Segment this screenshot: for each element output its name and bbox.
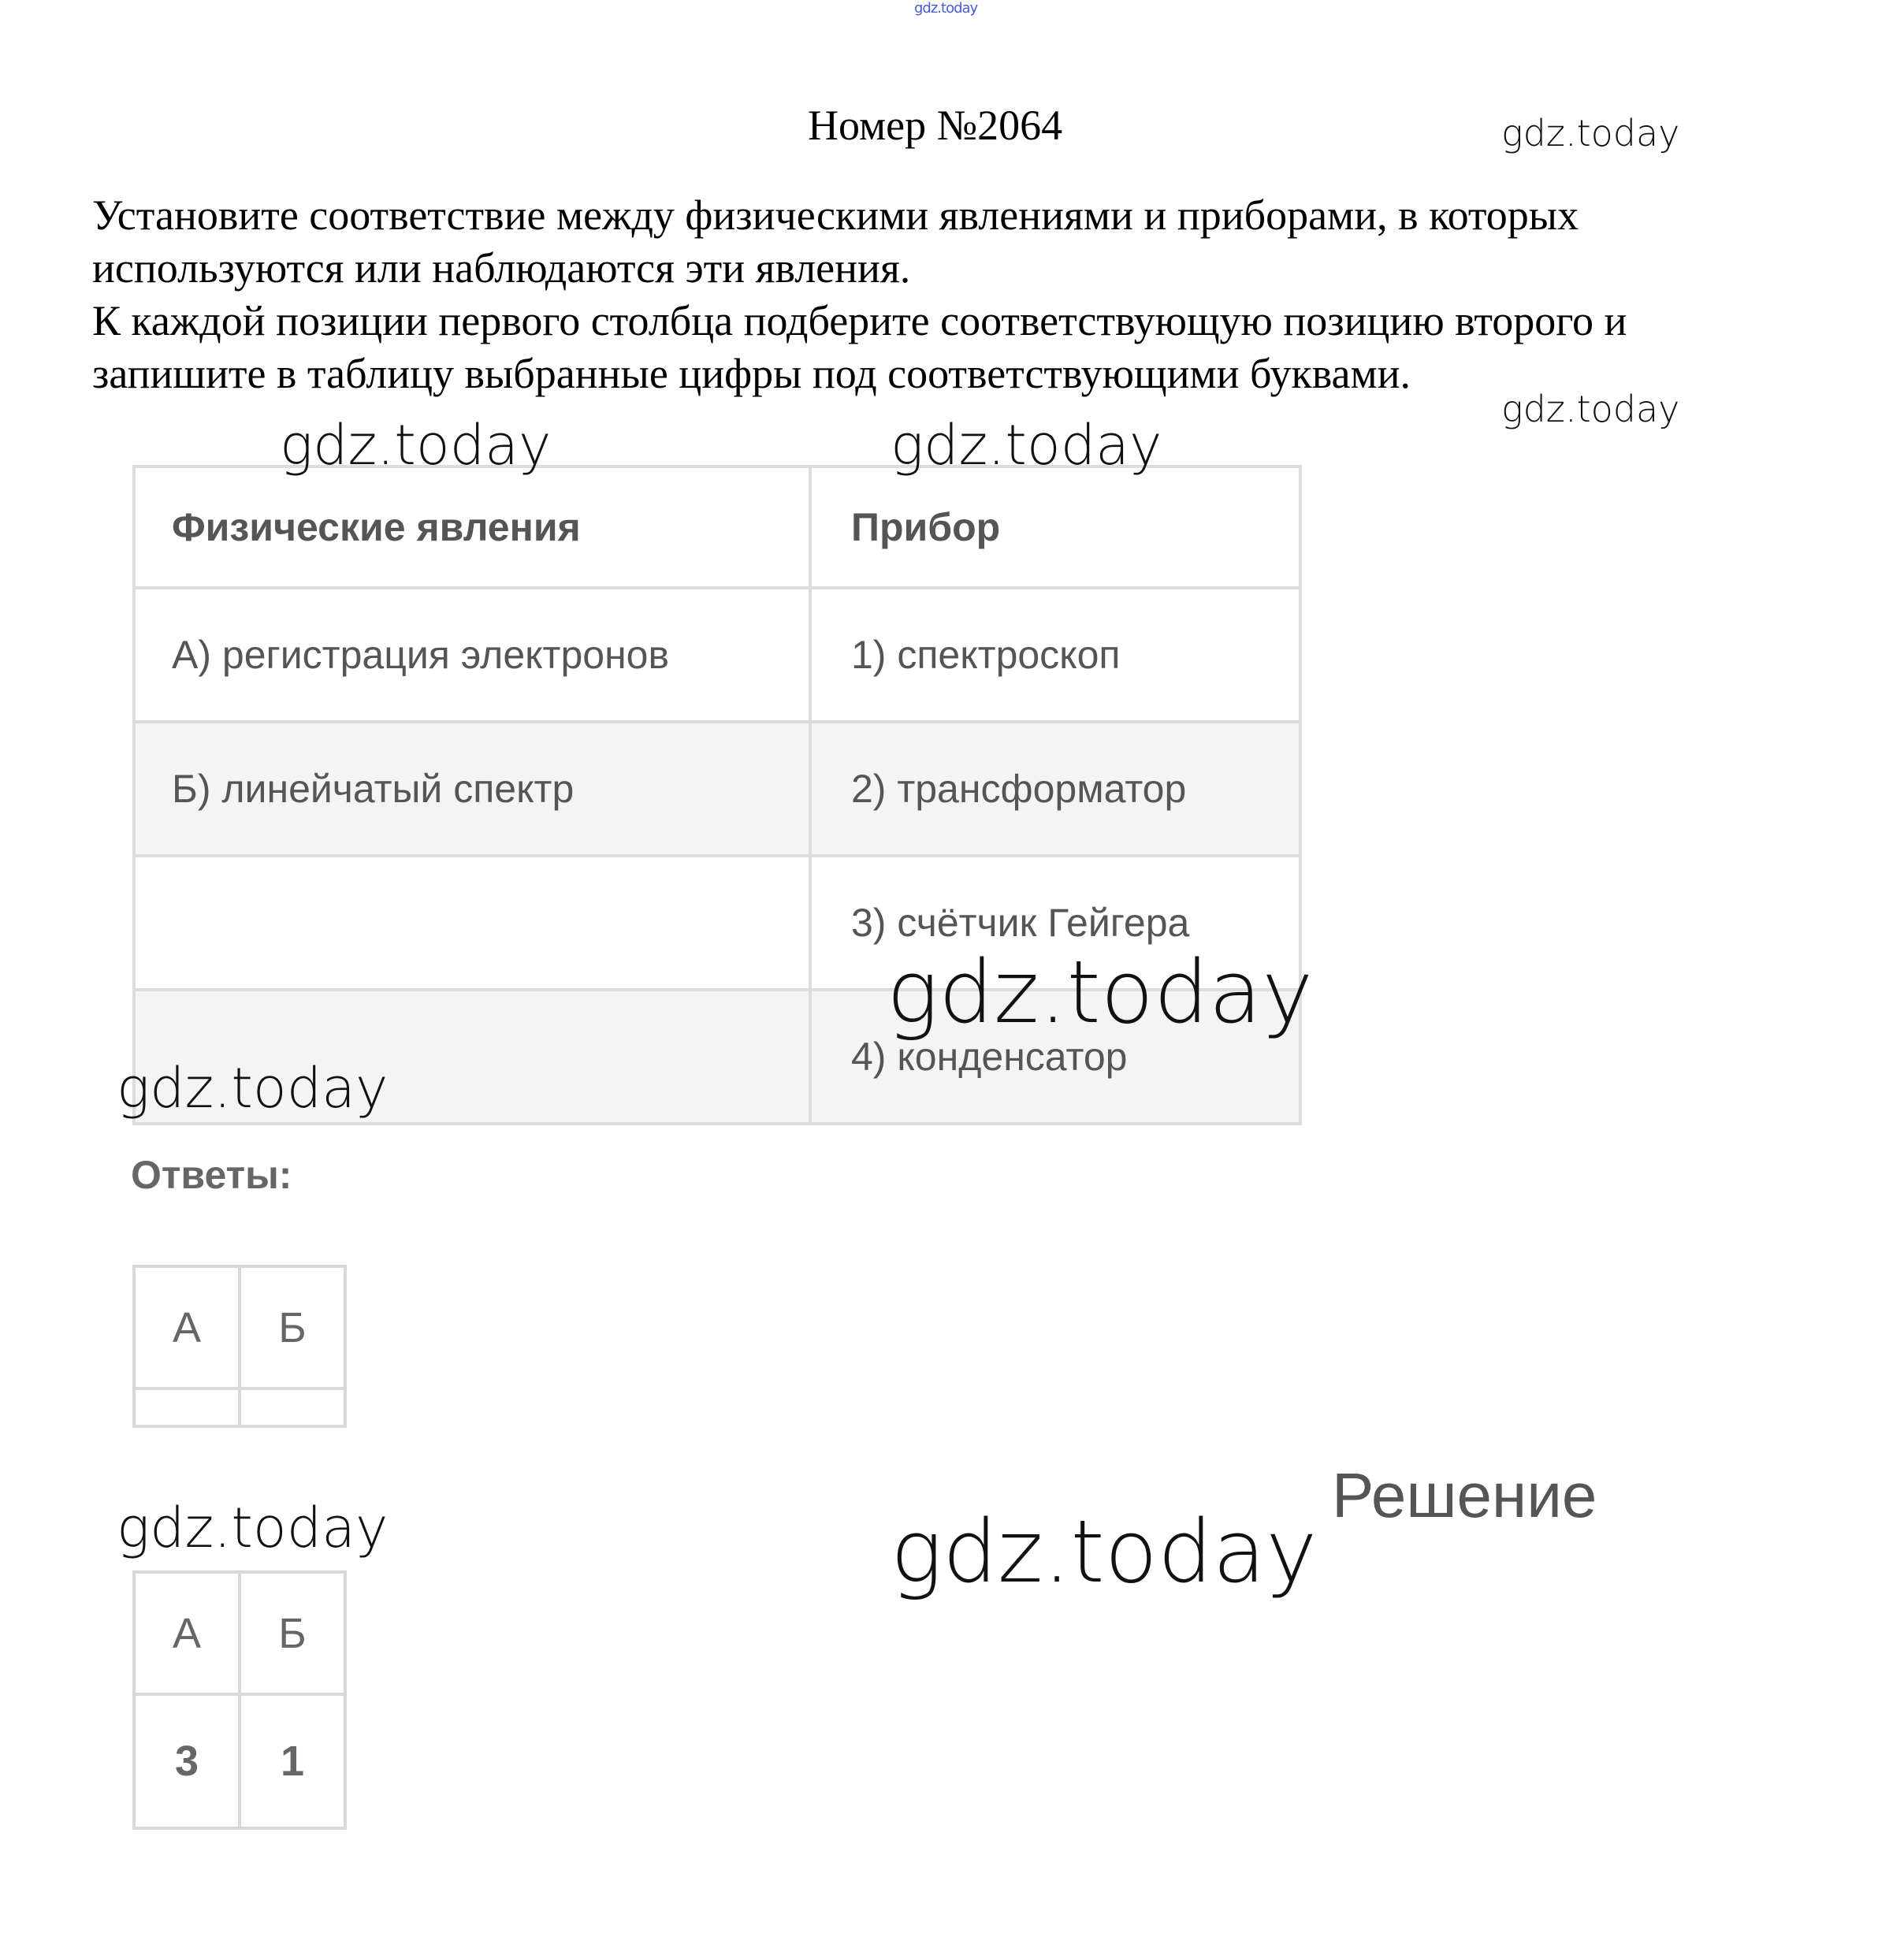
answer-header-a: А [134,1266,240,1388]
answer-cell-a[interactable] [134,1388,240,1426]
task-text [92,189,1826,400]
answer-header-b: Б [240,1266,345,1388]
watermark-top: gdz.today [914,0,978,17]
table-cell: 3) счётчик Гейгера [810,856,1300,990]
watermark: gdz.today [117,1056,389,1121]
task-line: запишите в таблицу выбранные цифры под соответствующими буквами. [92,350,1411,397]
watermark: gdz.today [280,413,552,478]
task-line: используются или наблюдаются эти явления. [92,244,911,292]
watermark: gdz.today [891,1501,1318,1602]
watermark: gdz.today [887,942,1314,1043]
answer-cell-b[interactable] [240,1388,345,1426]
table-cell: А) регистрация электронов [134,588,810,722]
solution-value-b: 1 [240,1694,345,1828]
table-cell: 2) трансформатор [810,722,1300,856]
task-line: Установите соответствие между физическими явлениями и приборами, в которых [92,191,1579,239]
table-header-phenomena: Физические явления [134,467,810,588]
watermark: gdz.today [1501,112,1680,154]
watermark: gdz.today [1501,388,1680,430]
watermark: gdz.today [117,1496,389,1560]
table-header-device: Прибор [810,467,1300,588]
answer-grid [132,1265,347,1428]
solution-value-a: 3 [134,1694,240,1828]
page-title: Номер №2064 [808,102,1063,149]
solution-label: Решение [1332,1460,1597,1530]
answers-label: Ответы: [131,1153,292,1197]
table-cell: 1) спектроскоп [810,588,1300,722]
table-cell: 4) конденсатор [810,990,1300,1124]
task-line: К каждой позиции первого столбца подберите соответствующую позицию второго и [92,297,1627,344]
table-cell: Б) линейчатый спектр [134,722,810,856]
watermark: gdz.today [891,413,1162,478]
solution-grid [132,1571,347,1830]
solution-header-a: А [134,1572,240,1694]
table-cell [134,856,810,990]
solution-header-b: Б [240,1572,345,1694]
